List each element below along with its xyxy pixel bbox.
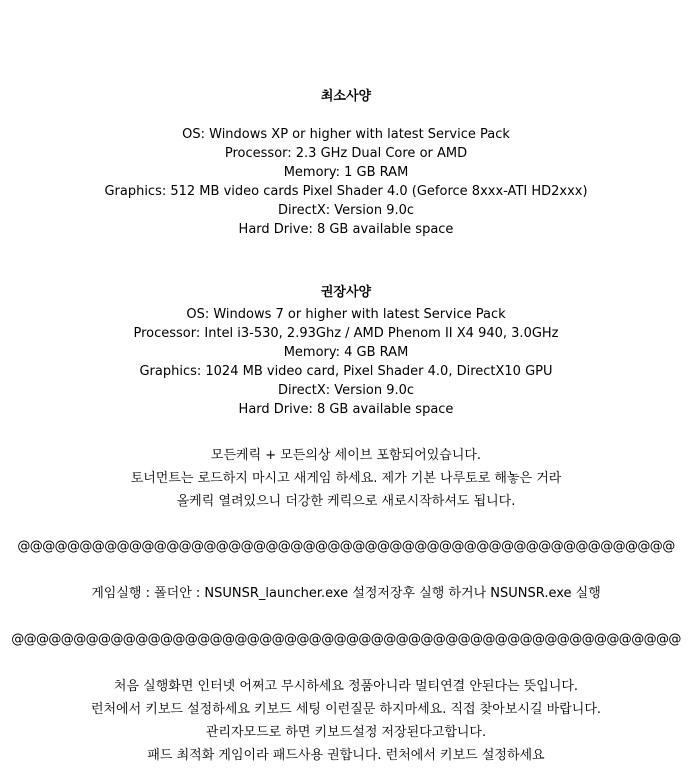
- tournament-note: 토너먼트는 로드하지 마시고 새게임 하세요. 제가 기본 나루토로 해놓은 거라: [130, 471, 562, 486]
- run-instruction: 게임실행 : 폴더안 : NSUNSR_launcher.exe 설정저장후 실행 하거나 NSUNSR.exe 실행: [91, 586, 601, 601]
- save-note: 모든케릭 + 모든의상 세이브 포함되어있습니다.: [210, 448, 482, 463]
- recommended-graphics: Graphics: 1024 MB video card, Pixel Shader 4.0, DirectX10 GPU: [139, 364, 553, 379]
- minimum-hard-drive: Hard Drive: 8 GB available space: [238, 222, 454, 237]
- minimum-graphics: Graphics: 512 MB video cards Pixel Shader 4.0 (Geforce 8xxx-ATI HD2xxx): [104, 184, 588, 199]
- minimum-directx: DirectX: Version 9.0c: [277, 203, 415, 218]
- recommended-directx: DirectX: Version 9.0c: [277, 383, 415, 398]
- minimum-os: OS: Windows XP or higher with latest Service Pack: [182, 127, 510, 142]
- internet-warning-note: 처음 실행화면 인터넷 어쩌고 무시하세요 정품아니라 멀티연결 안된다는 뜻입니다.: [113, 679, 579, 694]
- recommended-os: OS: Windows 7 or higher with latest Service Pack: [186, 307, 506, 322]
- recommended-processor: Processor: Intel i3-530, 2.93Ghz / AMD Phenom II X4 940, 3.0GHz: [133, 326, 559, 341]
- separator-top: @@@@@@@@@@@@@@@@@@@@@@@@@@@@@@@@@@@@@@@@@@@@@@@@@@@@@: [17, 539, 675, 554]
- recommended-memory: Memory: 4 GB RAM: [283, 345, 409, 360]
- recommended-hard-drive: Hard Drive: 8 GB available space: [238, 402, 454, 417]
- admin-mode-note: 관리자모드로 하면 키보드설정 저장된다고합니다.: [205, 725, 487, 740]
- minimum-memory: Memory: 1 GB RAM: [283, 165, 409, 180]
- minimum-specs-title: 최소사양: [320, 89, 372, 104]
- recommended-specs-title: 권장사양: [320, 285, 372, 300]
- gamepad-note: 패드 최적화 게임이라 패드사용 권합니다. 런처에서 키보드 설정하세요: [147, 748, 545, 763]
- minimum-processor: Processor: 2.3 GHz Dual Core or AMD: [224, 146, 468, 161]
- all-characters-note: 올케릭 열려있으니 더강한 케릭으로 새로시작하셔도 됩니다.: [176, 494, 516, 509]
- separator-bottom: @@@@@@@@@@@@@@@@@@@@@@@@@@@@@@@@@@@@@@@@@@@@@@@@@@@@@@: [11, 632, 681, 647]
- keyboard-setup-note: 런처에서 키보드 설정하세요 키보드 세팅 이런질문 하지마세요. 직접 찾아보시길 바랍니다.: [90, 702, 602, 717]
